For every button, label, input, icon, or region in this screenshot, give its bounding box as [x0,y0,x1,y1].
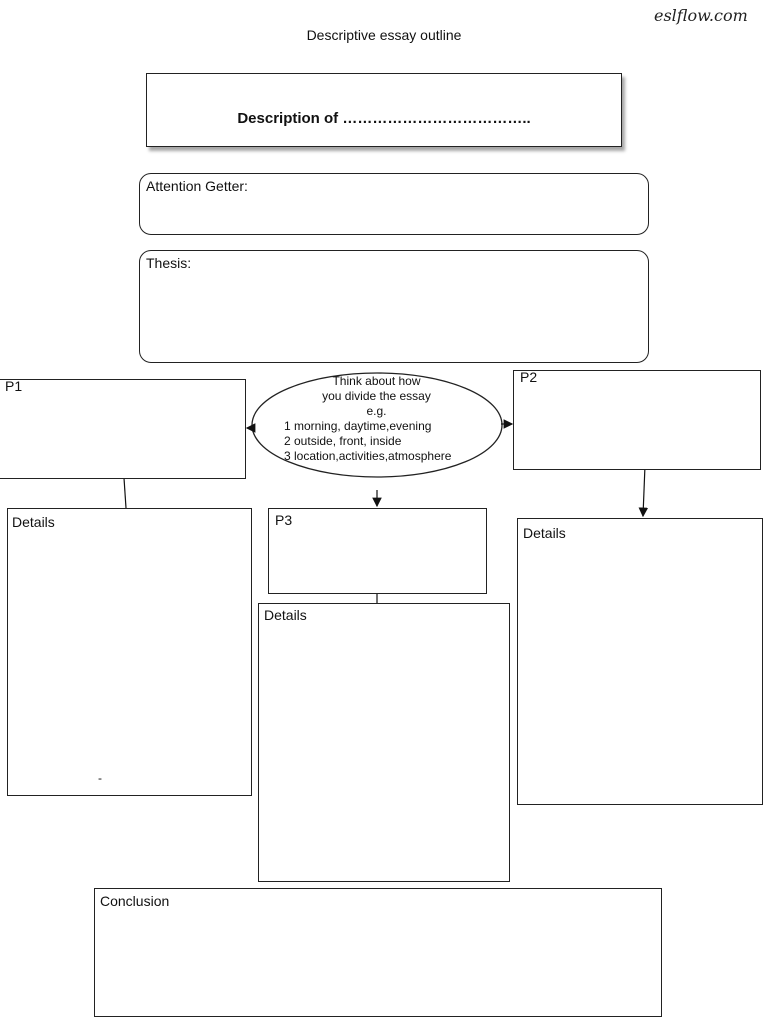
p3-box [268,508,487,594]
document-title: Descriptive essay outline [306,27,462,43]
hint-text [254,374,499,464]
hint-line-2: you divide the essay [322,389,431,403]
hint-line-3: e.g. [366,404,387,418]
hint-item-3: 3 location,activities,atmosphere [284,449,452,463]
p1-label: P1 [5,378,23,394]
details-left-box [7,508,252,796]
details-right-label: Details [523,525,566,541]
p2-box [513,370,761,470]
attention-getter-label: Attention Getter: [146,178,248,194]
conclusion-box [94,888,662,1017]
title-box [146,73,622,147]
details-left-label: Details [12,514,55,530]
hint-item-2: 2 outside, front, inside [284,434,402,448]
p3-label: P3 [275,512,293,528]
title-box-text: Description of ……………………………….. [237,110,531,127]
thesis-label: Thesis: [146,255,192,271]
details-middle-box [258,603,510,882]
p1-to-details-line [124,478,126,508]
details-middle-label: Details [264,607,307,623]
details-right-box [517,518,763,805]
thesis-box [139,250,649,363]
hint-line-1: Think about how [332,374,421,388]
hint-item-1: 1 morning, daytime,evening [284,419,432,433]
p1-box [0,379,246,479]
p2-label: P2 [520,369,538,385]
attention-getter-box [139,173,649,235]
watermark: eslflow.com [654,6,748,25]
conclusion-label: Conclusion [100,893,170,909]
details-left-mark: - [98,771,102,785]
